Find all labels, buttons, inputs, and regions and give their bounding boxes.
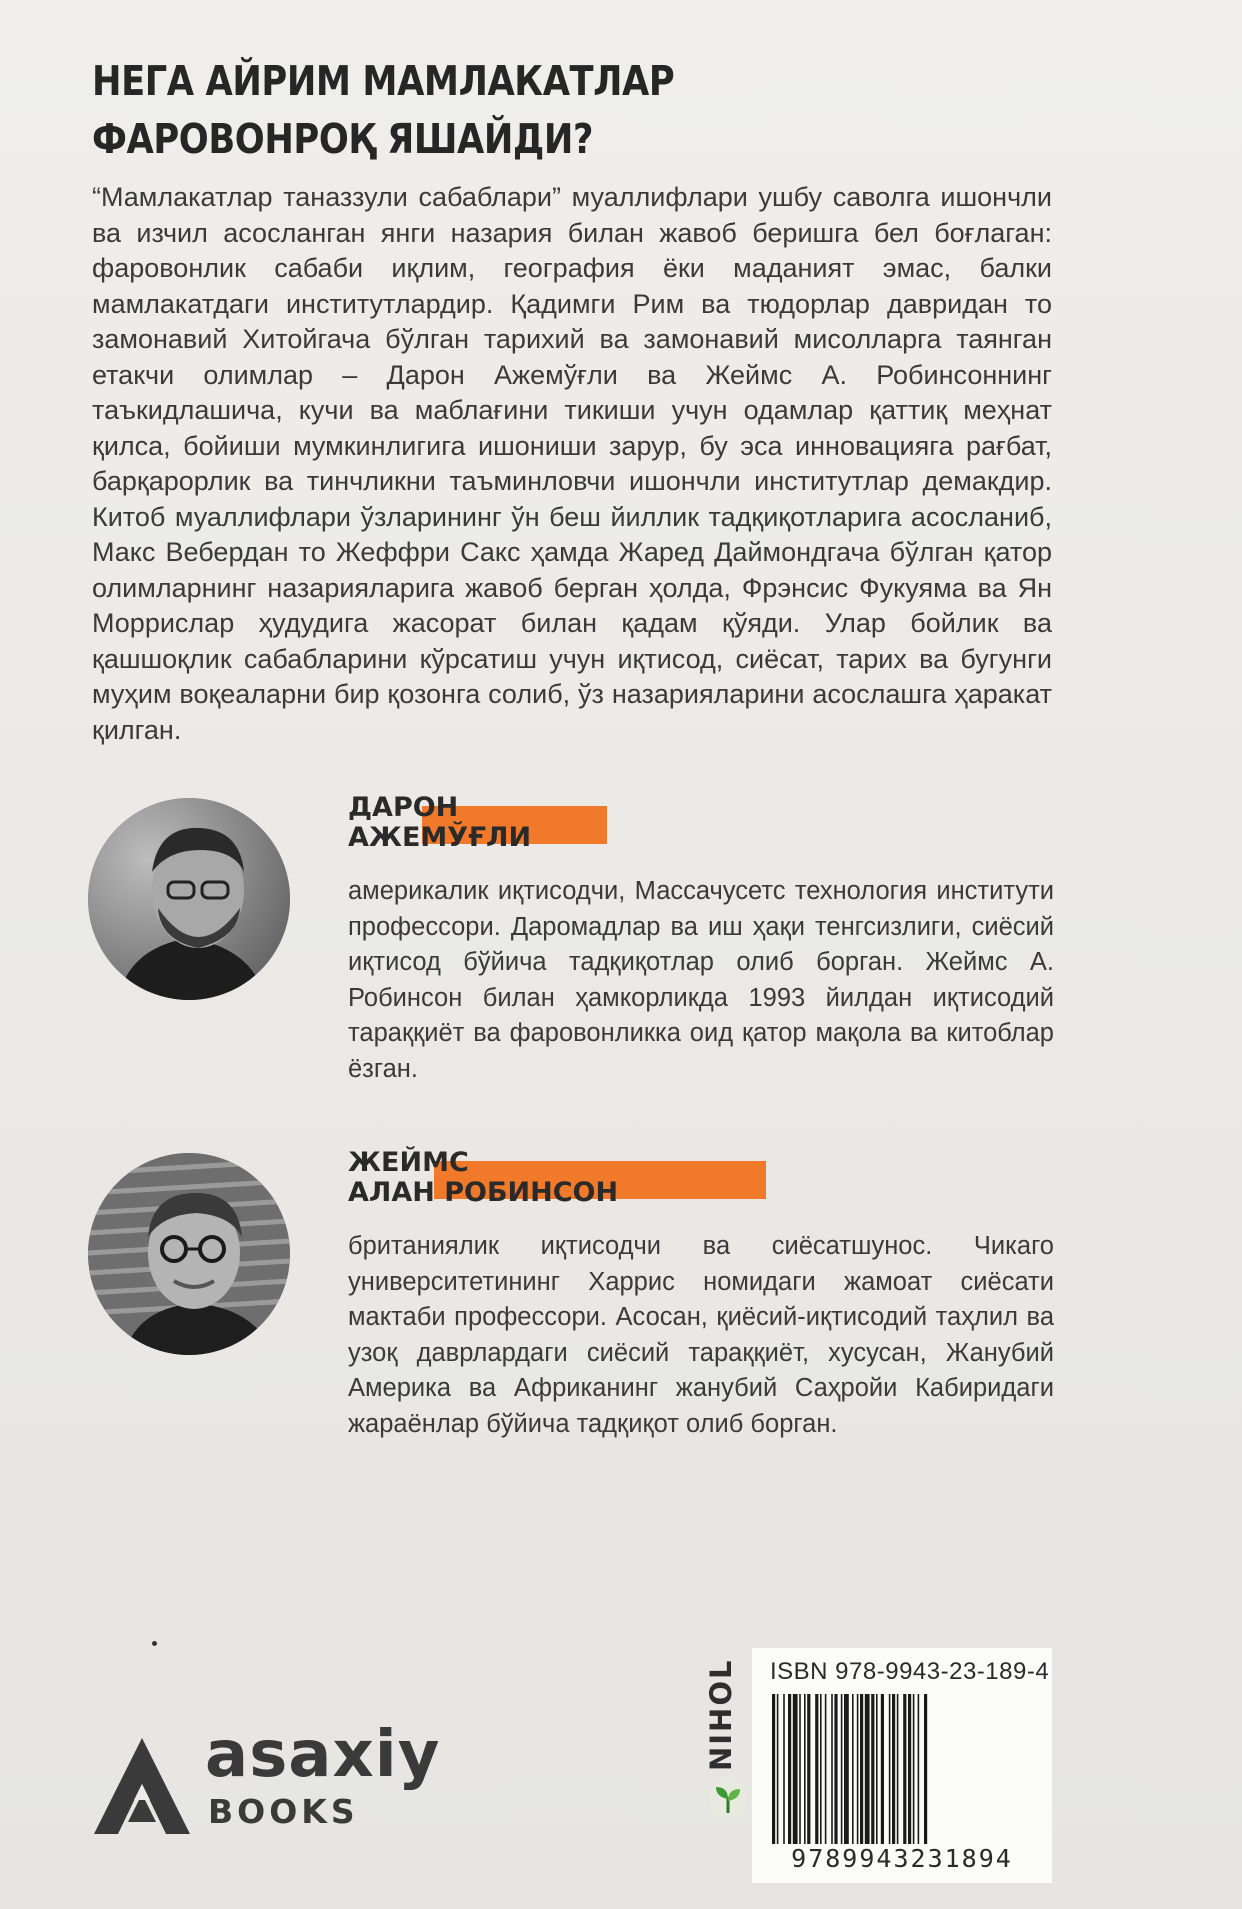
leaf-icon xyxy=(708,1779,748,1819)
author-bio: америкалик иқтисодчи, Массачусетс технология институти профессори. Даромадлар ва иш ҳақи тенгсизлиги, сиёсий иқтисод бўйича тадқиқотлар олиб борган. Жеймс А. Робинсон билан ҳамкорликда 1993 йилдан иқтисодий тараққиёт ва фаровонликка оид қатор мақола ва китоблар ёзган. xyxy=(348,877,1054,1083)
author-name-robinson-wrap xyxy=(348,1148,618,1208)
portrait-acemoglu-icon xyxy=(88,798,290,1000)
intro-text: “Мамлакатлар таназзули сабаблари” муаллифлари ушбу саволга ишончли ва изчил асосланган янги назария билан жавоб беришга бел боғлаган: фаровонлик сабаби иқлим, география ёки маданият эмас, балки мамлакатдаги институтлардир. Қадимги Рим ва тюдорлар давридан то замонавий Хитойгача бўлган тарихий ва замонавий мисолларга таянган етакчи олимлар – Дарон Ажемўғли ва Жеймс А. Робинсоннинг таъкидлашича, кучи ва маблағини тикиши учун одамлар қаттиқ меҳнат қилса, бойиши мумкинлигига ишониши зарур, бу эса инновацияга рағбат, барқарорлик ва тинчликни таъминловчи ишончли институтлар демакдир. Китоб муаллифлари ўзларининг ўн беш йиллик тадқиқотларига асосланиб, Макс Вебердан то Жеффри Сакс ҳамда Жаред Даймондгача бўлган қатор олимларнинг назарияларига жавоб берган ҳолда, Фрэнсис Фукуяма ва Ян Моррислар ҳудудига жасорат билан қадам қўяди. Улар бойлик ва қашшоқлик сабабларини кўрсатиш учун иқтисод, сиёсат, тарих ва бугунги муҳим воқеаларни бир қозонга солиб, ўз назарияларини асослашга ҳаракат қилган. xyxy=(92,182,1052,745)
publisher-logo xyxy=(92,1718,482,1844)
author-photo-acemoglu xyxy=(88,798,290,1000)
publisher-word: asaxiy xyxy=(205,1718,441,1792)
ean-digits: 9789943231894 xyxy=(791,1844,1013,1873)
cover-heading: НЕГА АЙРИМ МАМЛАКАТЛАР ФАРОВОНРОҚ ЯШАЙДИ? xyxy=(92,57,675,163)
print-dot xyxy=(152,1641,157,1646)
author-name-acemoglu-wrap xyxy=(348,793,531,853)
author-bio: британиялик иқтисодчи ва сиёсатшунос. Чикаго университетининг Харрис номидаги жамоат сиёсати мактаби профессори. Асосан, қиёсий-иқтисодий таҳлил ва узоқ даврлардаги сиёсий тараққиёт, хусусан, Жанубий Америка ва Африканинг жанубий Саҳройи Кабиридаги жараёнлар бўйича тадқиқот олиб борган. xyxy=(348,1232,1054,1438)
asaxiy-a-icon xyxy=(92,1736,192,1836)
barcode-panel xyxy=(752,1648,1052,1883)
barcode-icon xyxy=(768,1694,1038,1844)
author-photo-robinson xyxy=(88,1153,290,1355)
author-name: ДАРОН АЖЕМЎҒЛИ xyxy=(348,792,532,853)
portrait-robinson-icon xyxy=(88,1153,290,1355)
publisher-sub: BOOKS xyxy=(208,1792,359,1831)
isbn-text: ISBN 978-9943-23-189-4 xyxy=(770,1658,1050,1685)
author-name: ЖЕЙМС АЛАН РОБИНСОН xyxy=(348,1147,619,1208)
imprint-logo xyxy=(700,1655,760,1825)
imprint-word: NIHOL xyxy=(704,1658,738,1772)
